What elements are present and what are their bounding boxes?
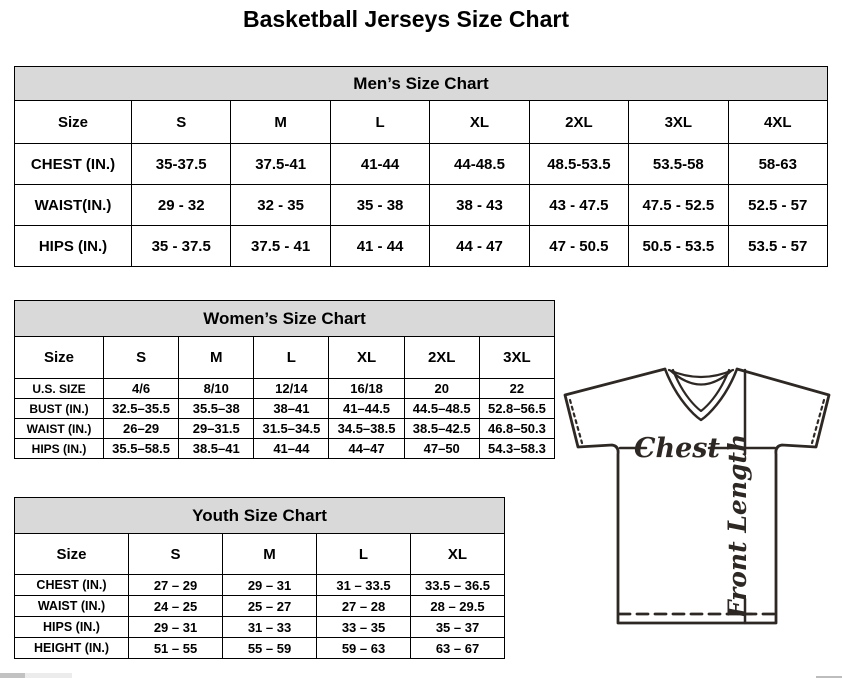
women-size-cell: 16/18	[329, 379, 404, 399]
youth-size-cell: 59 – 63	[317, 638, 411, 659]
women-size-cell: 46.8–50.3	[479, 419, 554, 439]
men-size-label: Size	[15, 101, 132, 144]
men-size-cell: 47.5 - 52.5	[629, 185, 728, 226]
men-size-cell: 53.5 - 57	[728, 226, 827, 267]
women-table-row	[15, 399, 555, 419]
women-size-cell: 20	[404, 379, 479, 399]
men-size-cell: 41 - 44	[330, 226, 429, 267]
men-row-label: HIPS (IN.)	[15, 226, 132, 267]
men-size-cell: 32 - 35	[231, 185, 330, 226]
women-size-cell: 44–47	[329, 439, 404, 459]
youth-row-label: WAIST (IN.)	[15, 596, 129, 617]
women-column-header: M	[179, 337, 254, 379]
youth-size-cell: 27 – 29	[129, 575, 223, 596]
women-size-cell: 22	[479, 379, 554, 399]
men-table-row	[15, 185, 828, 226]
men-column-header: 2XL	[529, 101, 628, 144]
youth-size-cell: 24 – 25	[129, 596, 223, 617]
youth-column-header: XL	[411, 534, 505, 575]
men-size-cell: 52.5 - 57	[728, 185, 827, 226]
women-size-cell: 34.5–38.5	[329, 419, 404, 439]
women-size-cell: 12/14	[254, 379, 329, 399]
youth-size-cell: 25 – 27	[223, 596, 317, 617]
youth-size-cell: 31 – 33	[223, 617, 317, 638]
men-column-header: M	[231, 101, 330, 144]
men-size-cell: 47 - 50.5	[529, 226, 628, 267]
women-column-header: L	[254, 337, 329, 379]
men-size-cell: 35-37.5	[132, 144, 231, 185]
youth-table-title: Youth Size Chart	[15, 498, 505, 534]
men-size-cell: 50.5 - 53.5	[629, 226, 728, 267]
youth-size-cell: 63 – 67	[411, 638, 505, 659]
youth-size-chart-table	[14, 497, 505, 659]
men-size-cell: 58-63	[728, 144, 827, 185]
youth-table-row	[15, 638, 505, 659]
youth-row-label: HEIGHT (IN.)	[15, 638, 129, 659]
men-column-header: XL	[430, 101, 529, 144]
men-table-row	[15, 226, 828, 267]
men-column-header: S	[132, 101, 231, 144]
women-size-cell: 4/6	[104, 379, 179, 399]
mens-size-chart-table	[14, 66, 828, 267]
women-row-label: WAIST (IN.)	[15, 419, 104, 439]
women-size-cell: 41–44	[254, 439, 329, 459]
youth-size-cell: 29 – 31	[223, 575, 317, 596]
women-column-header: 2XL	[404, 337, 479, 379]
youth-column-header: L	[317, 534, 411, 575]
youth-table-row	[15, 617, 505, 638]
women-column-header: 3XL	[479, 337, 554, 379]
youth-size-cell: 51 – 55	[129, 638, 223, 659]
women-size-cell: 44.5–48.5	[404, 399, 479, 419]
front-length-label: Front Length	[723, 433, 752, 619]
men-column-header: L	[330, 101, 429, 144]
women-size-cell: 54.3–58.3	[479, 439, 554, 459]
women-size-cell: 26–29	[104, 419, 179, 439]
youth-size-cell: 31 – 33.5	[317, 575, 411, 596]
women-size-cell: 32.5–35.5	[104, 399, 179, 419]
youth-size-cell: 29 – 31	[129, 617, 223, 638]
men-size-cell: 44 - 47	[430, 226, 529, 267]
men-column-header: 3XL	[629, 101, 728, 144]
horizontal-scrollbar-track	[0, 673, 72, 678]
youth-column-header: M	[223, 534, 317, 575]
men-size-cell: 29 - 32	[132, 185, 231, 226]
youth-size-cell: 35 – 37	[411, 617, 505, 638]
scrollbar-fragment	[816, 676, 842, 678]
youth-row-label: CHEST (IN.)	[15, 575, 129, 596]
women-table-row	[15, 439, 555, 459]
youth-size-cell: 28 – 29.5	[411, 596, 505, 617]
men-row-label: CHEST (IN.)	[15, 144, 132, 185]
women-size-label: Size	[15, 337, 104, 379]
women-size-cell: 8/10	[179, 379, 254, 399]
women-table-title: Women’s Size Chart	[15, 301, 555, 337]
women-size-cell: 41–44.5	[329, 399, 404, 419]
youth-size-cell: 27 – 28	[317, 596, 411, 617]
men-size-cell: 37.5-41	[231, 144, 330, 185]
women-size-cell: 52.8–56.5	[479, 399, 554, 419]
women-column-header: S	[104, 337, 179, 379]
chest-label: Chest	[634, 433, 720, 464]
youth-column-header: S	[129, 534, 223, 575]
women-size-cell: 35.5–38	[179, 399, 254, 419]
womens-size-chart-table	[14, 300, 555, 459]
women-size-cell: 31.5–34.5	[254, 419, 329, 439]
youth-row-label: HIPS (IN.)	[15, 617, 129, 638]
men-size-cell: 38 - 43	[430, 185, 529, 226]
men-size-cell: 35 - 38	[330, 185, 429, 226]
women-size-cell: 38.5–41	[179, 439, 254, 459]
men-size-cell: 43 - 47.5	[529, 185, 628, 226]
men-row-label: WAIST(IN.)	[15, 185, 132, 226]
men-table-row	[15, 144, 828, 185]
page-title: Basketball Jerseys Size Chart	[242, 6, 569, 32]
men-size-cell: 37.5 - 41	[231, 226, 330, 267]
men-size-cell: 41-44	[330, 144, 429, 185]
jersey-outline-icon	[556, 356, 838, 628]
youth-size-cell: 33.5 – 36.5	[411, 575, 505, 596]
men-size-cell: 53.5-58	[629, 144, 728, 185]
youth-size-cell: 55 – 59	[223, 638, 317, 659]
women-size-cell: 38.5–42.5	[404, 419, 479, 439]
men-size-cell: 48.5-53.5	[529, 144, 628, 185]
women-size-cell: 29–31.5	[179, 419, 254, 439]
men-size-cell: 44-48.5	[430, 144, 529, 185]
women-size-cell: 38–41	[254, 399, 329, 419]
youth-table-row	[15, 596, 505, 617]
women-row-label: BUST (IN.)	[15, 399, 104, 419]
women-table-row	[15, 379, 555, 399]
youth-size-label: Size	[15, 534, 129, 575]
jersey-measurement-diagram	[556, 356, 838, 628]
men-column-header: 4XL	[728, 101, 827, 144]
women-size-cell: 35.5–58.5	[104, 439, 179, 459]
women-row-label: HIPS (IN.)	[15, 439, 104, 459]
youth-size-cell: 33 – 35	[317, 617, 411, 638]
women-table-row	[15, 419, 555, 439]
women-column-header: XL	[329, 337, 404, 379]
women-size-cell: 47–50	[404, 439, 479, 459]
women-row-label: U.S. SIZE	[15, 379, 104, 399]
men-table-title: Men’s Size Chart	[15, 67, 828, 101]
men-size-cell: 35 - 37.5	[132, 226, 231, 267]
youth-table-row	[15, 575, 505, 596]
horizontal-scrollbar-thumb[interactable]	[0, 673, 25, 678]
